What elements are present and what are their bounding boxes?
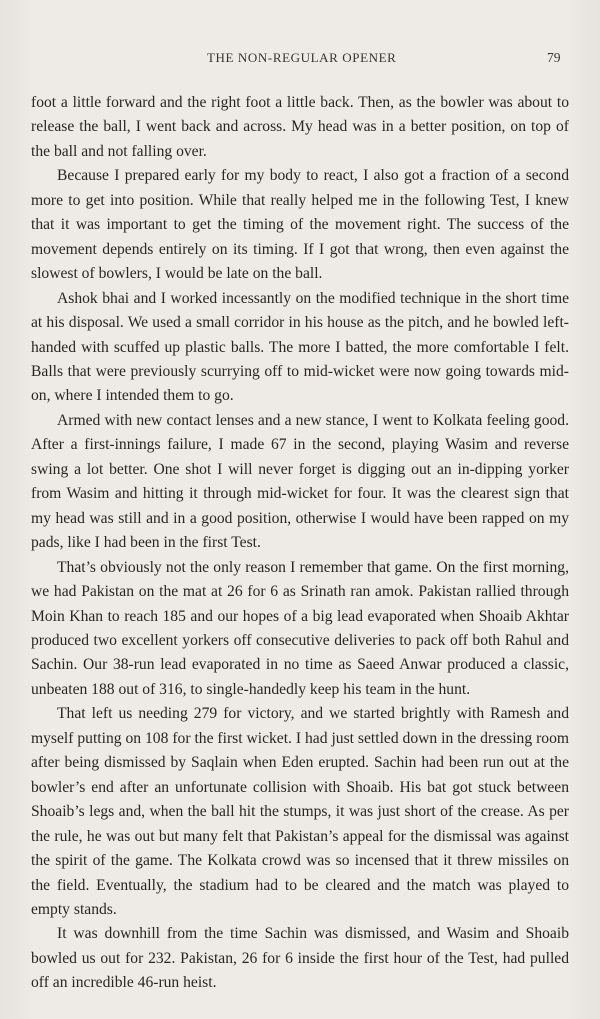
paragraph-5: That’s obviously not the only reason I remember that game. On the first morning, we had Pakistan on the mat at 26 for 6 as Srinath ran amok. Pakistan rallied through Moin Khan to reach 185 and our hopes of a big lead evaporated when Shoaib Akhtar produced two excellent yorkers off consecutive deliveries to pack off both Rahul and Sachin. Our 38-run lead evaporated in no time as Saeed Anwar produced a classic, unbeaten 188 out of 316, to single-handedly keep his team in the hunt. (31, 558, 569, 698)
running-head (0, 50, 600, 70)
paragraph-7: It was downhill from the time Sachin was dismissed, and Wasim and Shoaib bowled us out for 232. Pakistan, 26 for 6 inside the first hour of the Test, had pulled off an incredible 46-run heist. (31, 925, 569, 992)
paragraph-1: foot a little forward and the right foot a little back. Then, as the bowler was about to release the ball, I went back and across. My head was in a better position, on top of the ball and not falling over. (31, 94, 569, 160)
paragraph-3: Ashok bhai and I worked incessantly on the modified technique in the short time at his disposal. We used a small corridor in his house as the pitch, and he bowled left-handed with scuffed up plastic balls. The more I batted, the more comfortable I felt. Balls that were previously scurrying off to mid-wicket were now going towards mid-on, where I intended them to go. (31, 289, 569, 405)
running-title: THE NON-REGULAR OPENER (207, 50, 397, 65)
paragraph-4: Armed with new contact lenses and a new stance, I went to Kolkata feeling good. After a first-innings failure, I made 67 in the second, playing Wasim and reverse swing a lot better. One shot I will never forget is digging out an in-dipping yorker from Wasim and hitting it through mid-wicket for four. It was the clearest sign that my head was still and in a good position, otherwise I would have been rapped on my pads, like I had been in the first Test. (31, 411, 569, 552)
page-number: 79 (547, 50, 561, 65)
paragraph-6: That left us needing 279 for victory, and we started brightly with Ramesh and myself putting on 108 for the first wicket. I had just settled down in the dressing room after being dismissed by Saqlain when Eden erupted. Sachin had been run out at the bowler’s end after an unfortunate collision with Shoaib. His bat got stuck between Shoaib’s legs and, when the ball hit the stumps, it was just short of the crease. As per the rule, he was out but many felt that Pakistan’s appeal for the dismissal was against the spirit of the game. The Kolkata crowd was so incensed that it threw missiles on the field. Eventually, the stadium had to be cleared and the match was played to empty stands. (31, 705, 569, 918)
body-text (31, 91, 569, 996)
paragraph-2: Because I prepared early for my body to react, I also got a fraction of a second more to get into position. While that really helped me in the following Test, I knew that it was important to get the timing of the movement right. The success of the movement depends entirely on its timing. If I got that wrong, then even against the slowest of bowlers, I would be late on the ball. (31, 167, 569, 283)
